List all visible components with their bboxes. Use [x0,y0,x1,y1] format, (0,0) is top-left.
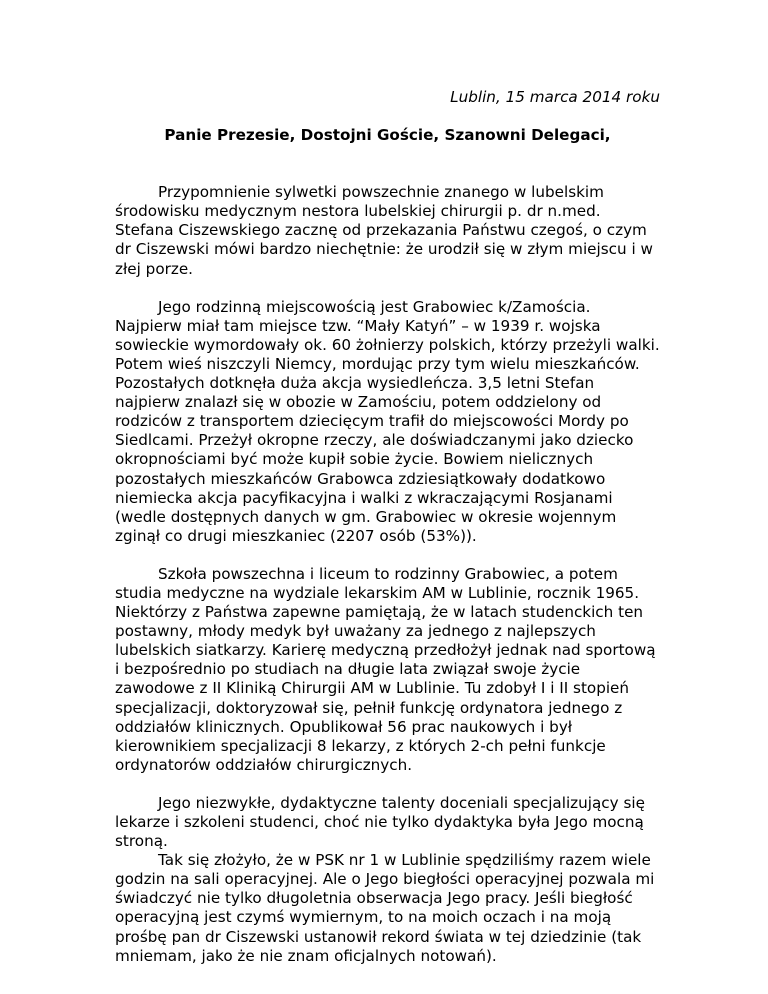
letter-salutation: Panie Prezesie, Dostojni Goście, Szanowni Delegaci, [164,126,611,145]
paragraph-surgical-skill: Tak się złożyło, że w PSK nr 1 w Lublinie spędziliśmy razem wiele godzin na sali operacyjnej. Ale o Jego biegłości operacyjnej pozwala mi świadczyć nie tylko długoletnia obserwacja Jego pracy. Jeśli biegłość operacyjną jest czymś wymiernym, to na moich oczach i na moją prośbę pan dr Ciszewski ustanowił rekord świata w tej dziedzinie (tak mniemam, jako że nie znam oficjalnych notowań). [115,851,655,965]
paragraph-birthplace-intro: Przypomnienie sylwetki powszechnie znanego w lubelskim środowisku medycznym nestora lubelskiej chirurgii p. dr n.med. Stefana Ciszewskiego zacznę od przekazania Państwu czegoś, o czym dr Ciszewski mówi bardzo niechętnie: że urodził się w złym miejscu i w złej porze. [115,183,653,278]
paragraph-education-career: Szkoła powszechna i liceum to rodzinny Grabowiec, a potem studia medyczne na wydziale lekarskim AM w Lublinie, rocznik 1965. Niektórzy z Państwa zapewne pamiętają, że w latach studenckich ten postawny, młody medyk był uważany za jednego z najlepszych lubelskich siatkarzy. Karierę medyczną przedłożył jednak nad sportową i bezpośrednio po studiach na długie lata związał swoje życie zawodowe z II Kliniką Chirurgii AM w Lublinie. Tu zdobył I i II stopień specjalizacji, doktoryzował się, pełnił funkcję ordynatora jednego z oddziałów klinicznych. Opublikował 56 prac naukowych i był kierownikiem specjalizacji 8 lekarzy, z których 2-ch pełni funkcje ordynatorów oddziałów chirurgicznych. [115,564,656,774]
paragraph-hometown-history: Jego rodzinną miejscowością jest Grabowiec k/Zamościa. Najpierw miał tam miejsce tzw. “Mały Katyń” – w 1939 r. wojska sowieckie wymordowały ok. 60 żołnierzy polskich, którzy przeżyli walki. Potem wieś niszczyli Niemcy, mordując przy tym wielu mieszkańców. Pozostałych dotknęła duża akcja wysiedleńcza. 3,5 letni Stefan najpierw znalazł się w obozie w Zamościu, potem oddzielony od rodziców z transportem dziecięcym trafił do miejscowości Mordy po Siedlcami. Przeżył okropne rzeczy, ale doświadczanymi jako dziecko okropnościami być może kupił sobie życie. Bowiem nielicznych pozostałych mieszkańców Grabowca zdziesiątkowały dodatkowo niemiecka akcja pacyfikacyjna i walki z wkraczającymi Rosjanami (wedle dostępnych danych w gm. Grabowiec w okresie wojennym zginął co drugi mieszkaniec (2207 osób (53%)). [115,297,660,545]
letter-date: Lublin, 15 marca 2014 roku [450,88,660,106]
paragraph-teaching-talents: Jego niezwykłe, dydaktyczne talenty doceniali specjalizujący się lekarze i szkoleni studenci, choć nie tylko dydaktyka była Jego mocną stroną. [115,793,645,851]
letter-page [115,88,660,966]
